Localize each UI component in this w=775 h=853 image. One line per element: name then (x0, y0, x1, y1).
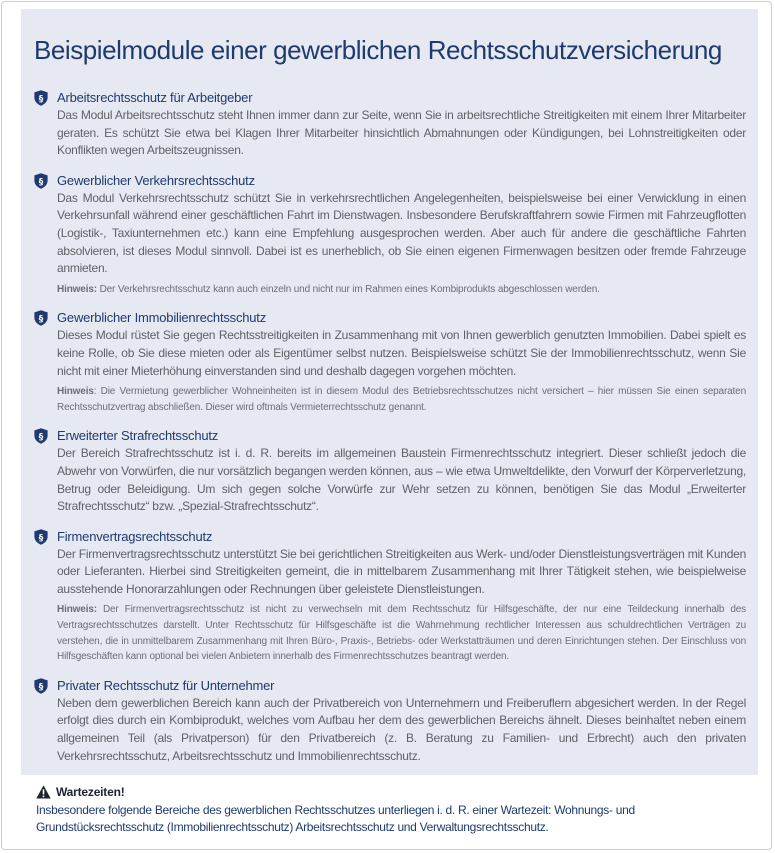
section-verkehrsrechtsschutz (34, 171, 746, 298)
svg-text:§: § (38, 177, 44, 188)
section-text: Der Bereich Strafrechtsschutz ist i. d. R. bereits im allgemeinen Baustein Firmenrechtsschutz integriert. Dieser schließt jedoch die Abwehr von Vorwürfen, die nur vorsätzlich begangen werden können, aus – wie etwa Umweltdelikte, den Vorwurf der Körperverletzung, Betrug oder Beleidigung. Um sich gegen solche Vorwürfe zur Wehr setzen zu können, benötigen Sie das Modul „Erweiterter Strafrechtsschutz“ bzw. „Spezial-Strafrechtsschutz“. (57, 446, 746, 514)
paragraph-shield-icon (34, 90, 48, 106)
warning-triangle-icon (36, 785, 51, 799)
svg-text:§: § (38, 682, 44, 693)
section-immobilienrechtsschutz (34, 308, 746, 415)
section-firmenvertragsrechtsschutz (34, 527, 746, 665)
hint-text: Der Firmenvertragsrechtsschutz ist nicht zu verwechseln mit dem Rechtsschutz für Hilfsgeschäfte, der nur eine Teildeckung innerhalb des Vertragsrechtsschutzes darstellt. Unter Rechtsschutz für Hilfsgeschäfte ist die Wahrnehmung rechtlicher Interessen aus schuldrechtlichen Verträgen zu verstehen, die in unmittelbarem Zusammenhang mit Ihren Büro-, Praxis-, Betriebs- oder Werkstatträumen und deren Einrichtungen stehen. Der Einschluss von Hilfsgeschäften kann optional bei vielen Anbietern innerhalb des Firmenrechtsschutzes beantragt werden. (57, 604, 746, 663)
section-title: Arbeitsrechtsschutz für Arbeitgeber (57, 90, 253, 105)
svg-text:§: § (38, 432, 44, 443)
section-title: Gewerblicher Verkehrsrechtsschutz (57, 172, 255, 188)
section-hint (57, 384, 746, 415)
section-text: Neben dem gewerblichen Bereich kann auch der Privatbereich von Unternehmern und Freiberuflern abgesichert werden. In der Regel erfolgt dies durch ein Kombiprodukt, welches vom Aufbau her dem des gewerblichen Bereichs ähnelt. Dieses beinhaltet neben einem allgemeinen Teil (als Privatperson) für den Privatbereich (z. B. Beratung zu Familien- und Erbrecht) auch den privaten Verkehrsrechtsschutz, Arbeitsrechtsschutz und Immobilienrechtsschutz. (57, 695, 746, 763)
hint-text: : Die Vermietung gewerblicher Wohneinheiten ist in diesem Modul des Betriebsrechtsschutzes nicht versichert – hier müssen Sie einen separaten Rechtsschutzvertrag abschließen. Dieser wird oftmals Vermieterrechtsschutz genannt. (57, 386, 746, 413)
warning-title: Wartezeiten! (56, 785, 125, 799)
warning-text: Insbesondere folgende Bereiche des gewerblichen Rechtsschutzes unterliegen i. d. R. einer Wartezeit: Wohnungs- und Grundstücksrechtsschutz (Immobilienrechtsschutz) Arbeitsrechtsschutz und Verwaltungsrechtsschutz. (36, 803, 635, 834)
section-title: Privater Rechtsschutz für Unternehmer (57, 677, 275, 693)
section-hint (57, 602, 746, 664)
section-text: Der Firmenvertragsrechtsschutz unterstützt Sie bei gerichtlichen Streitigkeiten aus Werk- und/oder Dienstleistungsverträgen mit Kunden oder Lieferanten. Hierbei sind Streitigkeiten gemeint, die in mittelbarem Zusammenhang mit Ihrer Tätigkeit stehen, wie beispielweise ausstehende Honorarzahlungen oder Rechnungen über geleistete Dienstleistungen. (57, 546, 746, 596)
section-title: Firmenvertragsrechtsschutz (57, 528, 213, 544)
paragraph-shield-icon (34, 428, 48, 444)
section-strafrechtsschutz (34, 426, 746, 515)
hint-text: Der Verkehrsrechtsschutz kann auch einzeln und nicht nur im Rahmen eines Kombiprodukts abgeschlossen werden. (99, 283, 600, 295)
hint-label: Hinweis (57, 386, 94, 398)
svg-text:§: § (38, 94, 44, 105)
hint-label: Hinweis: (57, 604, 97, 616)
section-title: Erweiterter Strafrechtsschutz (57, 428, 219, 444)
svg-text:§: § (38, 532, 44, 543)
waiting-period-warning (36, 783, 742, 836)
warning-header (36, 783, 742, 801)
paragraph-shield-icon (34, 529, 48, 545)
hint-label: Hinweis: (57, 283, 97, 295)
paragraph-shield-icon (34, 310, 48, 326)
section-arbeitsrechtsschutz (34, 88, 746, 160)
section-text: Dieses Modul rüstet Sie gegen Rechtsstreitigkeiten in Zusammenhang mit von Ihnen gewerblich genutzten Immobilien. Dabei spielt es keine Rolle, ob Sie diese mieten oder als Eigentümer selbst nutzen. Beispielsweise schützt Sie der Immobilienrechtsschutz, wenn Sie nicht mit einer Mieterhöhung einverstanden sind und deshalb dagegen vorgehen möchten. (57, 328, 746, 378)
section-privater-rechtsschutz (34, 676, 746, 765)
section-text: Das Modul Arbeitsrechtsschutz steht Ihnen immer dann zur Seite, wenn Sie in arbeitsrechtliche Streitigkeiten mit einem Ihrer Mitarbeiter geraten. Es schützt Sie etwa bei Klagen Ihrer Mitarbeiter hinsichtlich Abmahnungen oder Kündigungen, bei Lohnstreitigkeiten oder Konflikten wegen Arbeitszeugnissen. (57, 108, 746, 158)
section-text: Das Modul Verkehrsrechtsschutz schützt Sie in verkehrsrechtlichen Angelegenheiten, beispielsweise bei einer Verwicklung in einen Verkehrsunfall während einer geschäftlichen Fahrt im Dienstwagen. Insbesondere Berufskraftfahrern sowie Firmen mit Fahrzeugflotten (Logistik-, Taxiunternehmen etc.) kann eine Empfehlung ausgesprochen werden. Aber auch für andere die geschäftliche Fahrten absolvieren, ist dieses Modul sinnvoll. Dabei ist es unerheblich, ob Sie einen eigenen Firmenwagen besitzen oder fremde Fahrzeuge anmieten. (57, 190, 746, 276)
page-title: Beispielmodule einer gewerblichen Rechtsschutzversicherung (34, 35, 722, 65)
section-hint (57, 282, 746, 298)
section-title: Gewerblicher Immobilienrechtsschutz (57, 310, 267, 326)
page-frame (1, 1, 772, 850)
svg-text:§: § (38, 314, 44, 325)
modules-panel (21, 9, 758, 775)
paragraph-shield-icon (34, 678, 48, 694)
paragraph-shield-icon (34, 173, 48, 189)
